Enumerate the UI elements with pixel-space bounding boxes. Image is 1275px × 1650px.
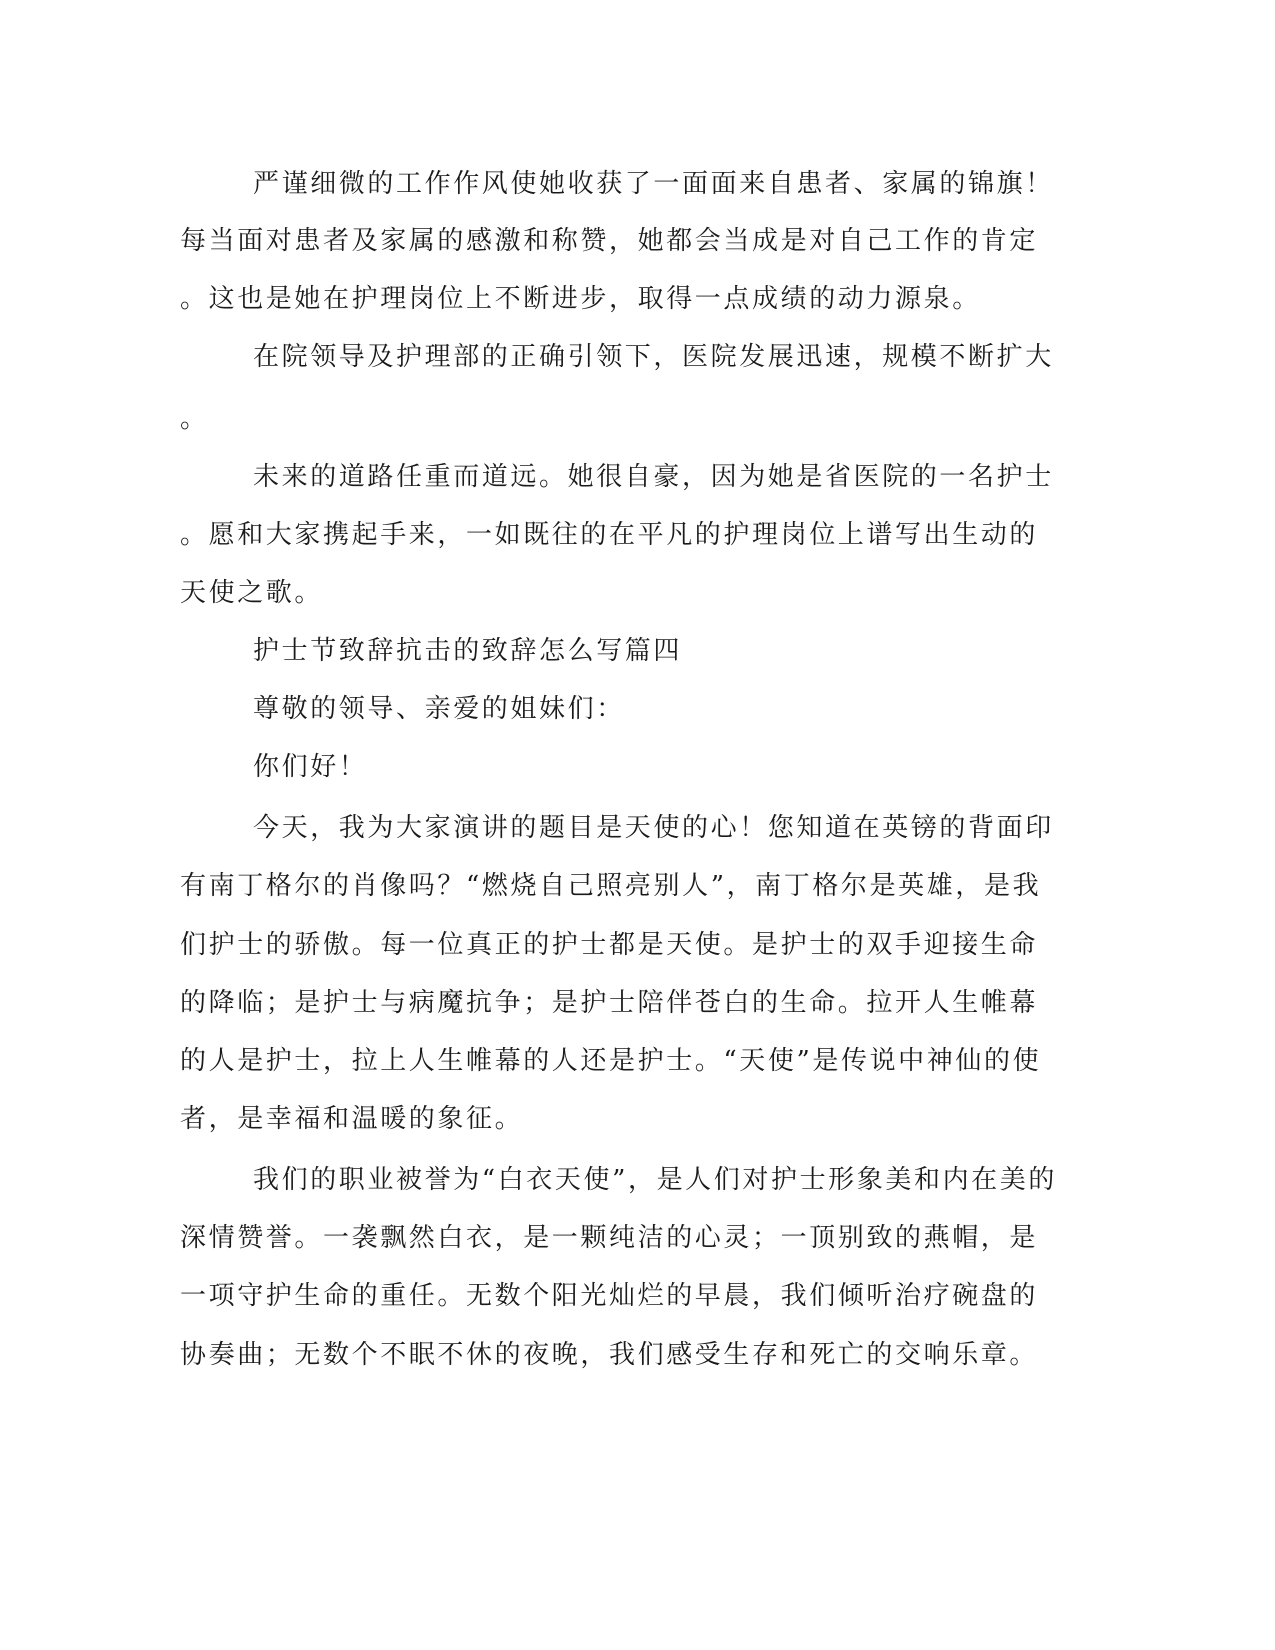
paragraph-line: 们护士的骄傲。每一位真正的护士都是天使。是护士的双手迎接生命 <box>180 930 1039 960</box>
paragraph-line: 深情赞誉。一袭飘然白衣，是一颗纯洁的心灵；一顶别致的燕帽，是 <box>180 1223 1039 1253</box>
paragraph-line: 者，是幸福和温暖的象征。 <box>180 1104 524 1134</box>
salutation: 尊敬的领导、亲爱的姐妹们： <box>253 694 625 724</box>
paragraph-line: 天使之歌。 <box>180 578 324 608</box>
paragraph-line: 有南丁格尔的肖像吗？“燃烧自己照亮别人”，南丁格尔是英雄，是我 <box>180 871 1042 901</box>
paragraph-line: 一项守护生命的重任。无数个阳光灿烂的早晨，我们倾听治疗碗盘的 <box>180 1281 1039 1311</box>
paragraph-line: 协奏曲；无数个不眠不休的夜晚，我们感受生存和死亡的交响乐章。 <box>180 1340 1039 1370</box>
paragraph-line: 未来的道路任重而道远。她很自豪，因为她是省医院的一名护士 <box>253 462 1054 492</box>
paragraph-line: 在院领导及护理部的正确引领下，医院发展迅速，规模不断扩大 <box>253 342 1054 372</box>
greeting: 你们好！ <box>253 752 368 782</box>
paragraph-line: 每当面对患者及家属的感激和称赞，她都会当成是对自己工作的肯定 <box>180 226 1039 256</box>
paragraph-line: 今天，我为大家演讲的题目是天使的心！您知道在英镑的背面印 <box>253 813 1054 843</box>
section-heading: 护士节致辞抗击的致辞怎么写篇四 <box>253 636 683 666</box>
paragraph-line: 的降临；是护士与病魔抗争；是护士陪伴苍白的生命。拉开人生帷幕 <box>180 988 1039 1018</box>
paragraph-line: 我们的职业被誉为“白衣天使”，是人们对护士形象美和内在美的 <box>253 1165 1057 1195</box>
paragraph-line: 。这也是她在护理岗位上不断进步，取得一点成绩的动力源泉。 <box>180 284 981 314</box>
paragraph-line: 严谨细微的工作作风使她收获了一面面来自患者、家属的锦旗！ <box>253 169 1054 199</box>
paragraph-line: 的人是护士，拉上人生帷幕的人还是护士。“天使”是传说中神仙的使 <box>180 1046 1042 1076</box>
paragraph-line: 。 <box>180 404 209 434</box>
paragraph-line: 。愿和大家携起手来，一如既往的在平凡的护理岗位上谱写出生动的 <box>180 520 1039 550</box>
